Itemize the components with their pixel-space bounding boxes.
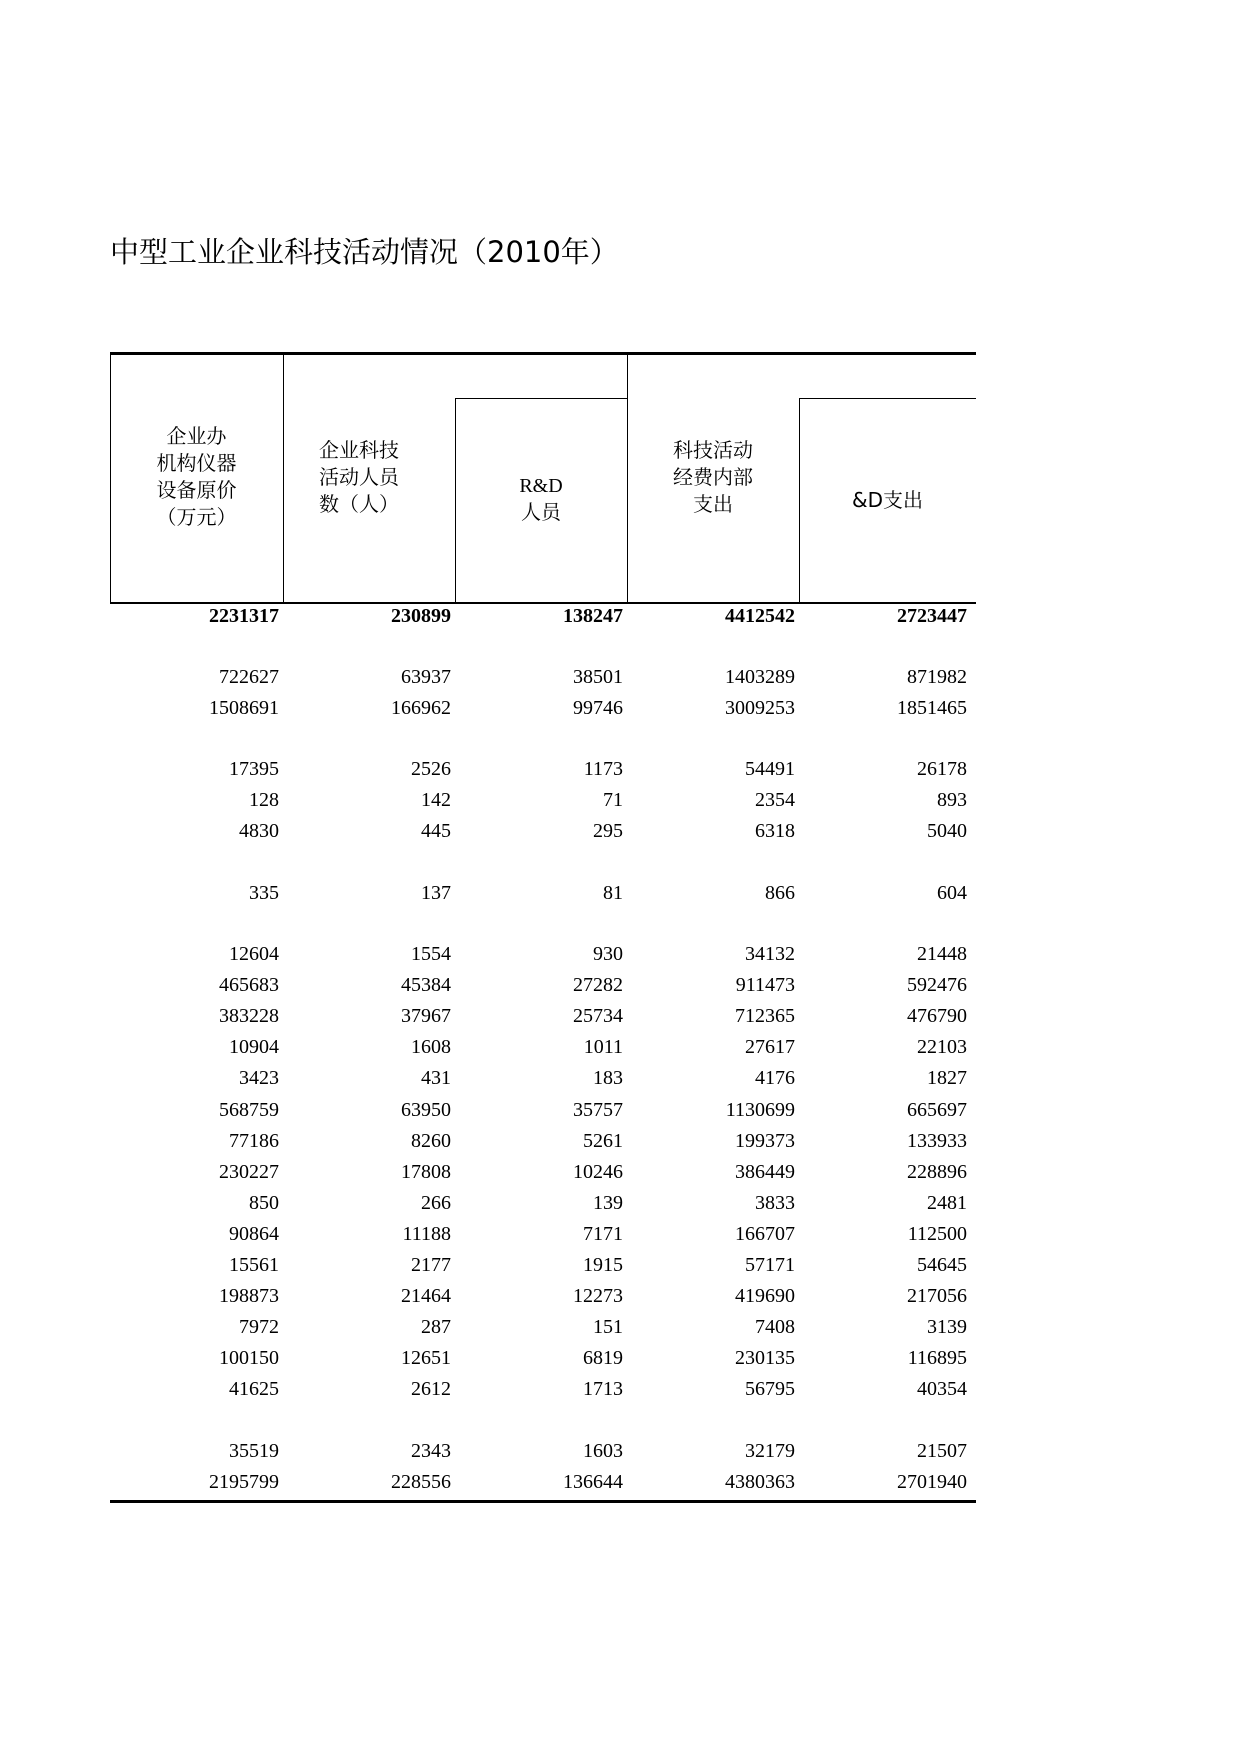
table-cell: 431 (421, 1067, 451, 1089)
table-cell: 230227 (219, 1161, 279, 1183)
table-cell: 335 (249, 882, 279, 904)
table-cell: 6819 (583, 1347, 623, 1369)
table-cell: 136644 (563, 1471, 623, 1493)
table-cell: 287 (421, 1316, 451, 1338)
table-cell: 3423 (239, 1067, 279, 1089)
table-cell: 27282 (573, 974, 623, 996)
header-label: 企业办 机构仪器 设备原价 （万元） (156, 424, 237, 529)
table-cell: 15561 (229, 1254, 279, 1276)
table-cell: 3139 (927, 1316, 967, 1338)
table-cell: 45384 (401, 974, 451, 996)
table-cell: 2354 (755, 789, 795, 811)
table-row (110, 1126, 976, 1156)
table-cell: 139 (593, 1192, 623, 1214)
table-cell: 12651 (401, 1347, 451, 1369)
table-cell: 12604 (229, 943, 279, 965)
table-cell: 866 (765, 882, 795, 904)
table-cell: 63950 (401, 1099, 451, 1121)
table-cell: 27617 (745, 1036, 795, 1058)
table-cell: 56795 (745, 1378, 795, 1400)
table-cell: 77186 (229, 1130, 279, 1152)
table-cell: 2231317 (209, 605, 279, 627)
table-cell: 850 (249, 1192, 279, 1214)
table-cell: 166962 (391, 697, 451, 719)
table-cell: 2526 (411, 758, 451, 780)
table-cell: 230899 (391, 605, 451, 627)
table-cell: 22103 (917, 1036, 967, 1058)
table-cell: 21464 (401, 1285, 451, 1307)
table-cell: 40354 (917, 1378, 967, 1400)
table-cell: 112500 (907, 1223, 967, 1245)
table-row (110, 1188, 976, 1218)
header-col-sci-expenditure (627, 352, 799, 602)
table-cell: 63937 (401, 666, 451, 688)
table-cell: 1827 (927, 1067, 967, 1089)
table-row (110, 1219, 976, 1249)
table-cell: 4412542 (725, 605, 795, 627)
table-row (110, 1374, 976, 1404)
table-row (110, 1467, 976, 1497)
table-row (110, 1063, 976, 1093)
table-cell: 893 (937, 789, 967, 811)
table-cell: 6318 (755, 820, 795, 842)
table-cell: 465683 (219, 974, 279, 996)
table-row (110, 601, 976, 631)
table-cell: 230135 (735, 1347, 795, 1369)
table-row (110, 693, 976, 723)
table-cell: 1915 (583, 1254, 623, 1276)
header-label: &D支出 (852, 487, 923, 512)
table-cell: 2177 (411, 1254, 451, 1276)
table-row (110, 1095, 976, 1125)
table-cell: 2723447 (897, 605, 967, 627)
table-cell: 228556 (391, 1471, 451, 1493)
table-cell: 1173 (583, 758, 623, 780)
table-cell: 266 (421, 1192, 451, 1214)
table-cell: 4380363 (725, 1471, 795, 1493)
header-col-sci-personnel (283, 352, 455, 602)
table-cell: 21507 (917, 1440, 967, 1462)
table-cell: 592476 (907, 974, 967, 996)
table-row (110, 1436, 976, 1466)
table-row (110, 662, 976, 692)
table-cell: 568759 (219, 1099, 279, 1121)
table-cell: 604 (937, 882, 967, 904)
table-cell: 142 (421, 789, 451, 811)
table-cell: 1011 (583, 1036, 623, 1058)
table-cell: 133933 (907, 1130, 967, 1152)
table-cell: 138247 (563, 605, 623, 627)
table-cell: 41625 (229, 1378, 279, 1400)
table-cell: 419690 (735, 1285, 795, 1307)
header-label: R&D 人员 (519, 475, 563, 524)
table-row (110, 1032, 976, 1062)
table-cell: 198873 (219, 1285, 279, 1307)
table-cell: 386449 (735, 1161, 795, 1183)
table-row (110, 939, 976, 969)
header-label: 企业科技 活动人员 数（人） (319, 437, 399, 516)
table-cell: 2343 (411, 1440, 451, 1462)
table-cell: 54491 (745, 758, 795, 780)
table-cell: 166707 (735, 1223, 795, 1245)
table-cell: 32179 (745, 1440, 795, 1462)
table-cell: 3833 (755, 1192, 795, 1214)
header-col-instrument-value (110, 352, 283, 602)
table-cell: 5040 (927, 820, 967, 842)
table-cell: 712365 (735, 1005, 795, 1027)
table-cell: 2195799 (209, 1471, 279, 1493)
table-row (110, 1281, 976, 1311)
table-row (110, 1250, 976, 1280)
table-cell: 4176 (755, 1067, 795, 1089)
table-cell: 1554 (411, 943, 451, 965)
table-cell: 21448 (917, 943, 967, 965)
table-cell: 871982 (907, 666, 967, 688)
table-cell: 17808 (401, 1161, 451, 1183)
page-title: 中型工业企业科技活动情况（2010年） (110, 235, 619, 269)
table-cell: 37967 (401, 1005, 451, 1027)
table-row (110, 754, 976, 784)
table-cell: 11188 (402, 1223, 451, 1245)
table-cell: 57171 (745, 1254, 795, 1276)
table-cell: 35757 (573, 1099, 623, 1121)
table-cell: 34132 (745, 943, 795, 965)
table-cell: 7408 (755, 1316, 795, 1338)
table-cell: 151 (593, 1316, 623, 1338)
table-cell: 1603 (583, 1440, 623, 1462)
table-cell: 228896 (907, 1161, 967, 1183)
table-cell: 1713 (583, 1378, 623, 1400)
table-row (110, 1001, 976, 1031)
table-row (110, 878, 976, 908)
table-cell: 911473 (735, 974, 795, 996)
header-label: 科技活动 经费内部 支出 (673, 437, 753, 516)
table-cell: 35519 (229, 1440, 279, 1462)
table-cell: 1403289 (725, 666, 795, 688)
table-cell: 7171 (583, 1223, 623, 1245)
table-cell: 99746 (573, 697, 623, 719)
table-cell: 26178 (917, 758, 967, 780)
table-cell: 10246 (573, 1161, 623, 1183)
table-cell: 12273 (573, 1285, 623, 1307)
table-cell: 930 (593, 943, 623, 965)
table-cell: 1508691 (209, 697, 279, 719)
table-cell: 2612 (411, 1378, 451, 1400)
table-row (110, 1343, 976, 1373)
table-cell: 25734 (573, 1005, 623, 1027)
table-bottom-rule (110, 1500, 976, 1503)
table-cell: 90864 (229, 1223, 279, 1245)
table-cell: 137 (421, 882, 451, 904)
table-cell: 10904 (229, 1036, 279, 1058)
table-cell: 71 (603, 789, 623, 811)
table-cell: 1608 (411, 1036, 451, 1058)
table-cell: 3009253 (725, 697, 795, 719)
table-cell: 383228 (219, 1005, 279, 1027)
table-cell: 295 (593, 820, 623, 842)
table-cell: 665697 (907, 1099, 967, 1121)
table-cell: 217056 (907, 1285, 967, 1307)
table-cell: 17395 (229, 758, 279, 780)
table-cell: 199373 (735, 1130, 795, 1152)
table-cell: 7972 (239, 1316, 279, 1338)
header-col-rd-expenditure (799, 398, 976, 602)
table-cell: 183 (593, 1067, 623, 1089)
table-cell: 4830 (239, 820, 279, 842)
table-row (110, 816, 976, 846)
table-cell: 38501 (573, 666, 623, 688)
table-cell: 8260 (411, 1130, 451, 1152)
table-cell: 54645 (917, 1254, 967, 1276)
table-cell: 445 (421, 820, 451, 842)
table-row (110, 1312, 976, 1342)
table-cell: 116895 (907, 1347, 967, 1369)
table-cell: 722627 (219, 666, 279, 688)
table-cell: 5261 (583, 1130, 623, 1152)
table-cell: 2701940 (897, 1471, 967, 1493)
table-cell: 128 (249, 789, 279, 811)
table-cell: 476790 (907, 1005, 967, 1027)
table-cell: 1130699 (725, 1099, 795, 1121)
table-row (110, 970, 976, 1000)
table-row (110, 1157, 976, 1187)
table-row (110, 785, 976, 815)
header-col-rd-personnel (455, 398, 627, 602)
table-cell: 2481 (927, 1192, 967, 1214)
table-cell: 81 (603, 882, 623, 904)
table-cell: 1851465 (897, 697, 967, 719)
table-cell: 100150 (219, 1347, 279, 1369)
